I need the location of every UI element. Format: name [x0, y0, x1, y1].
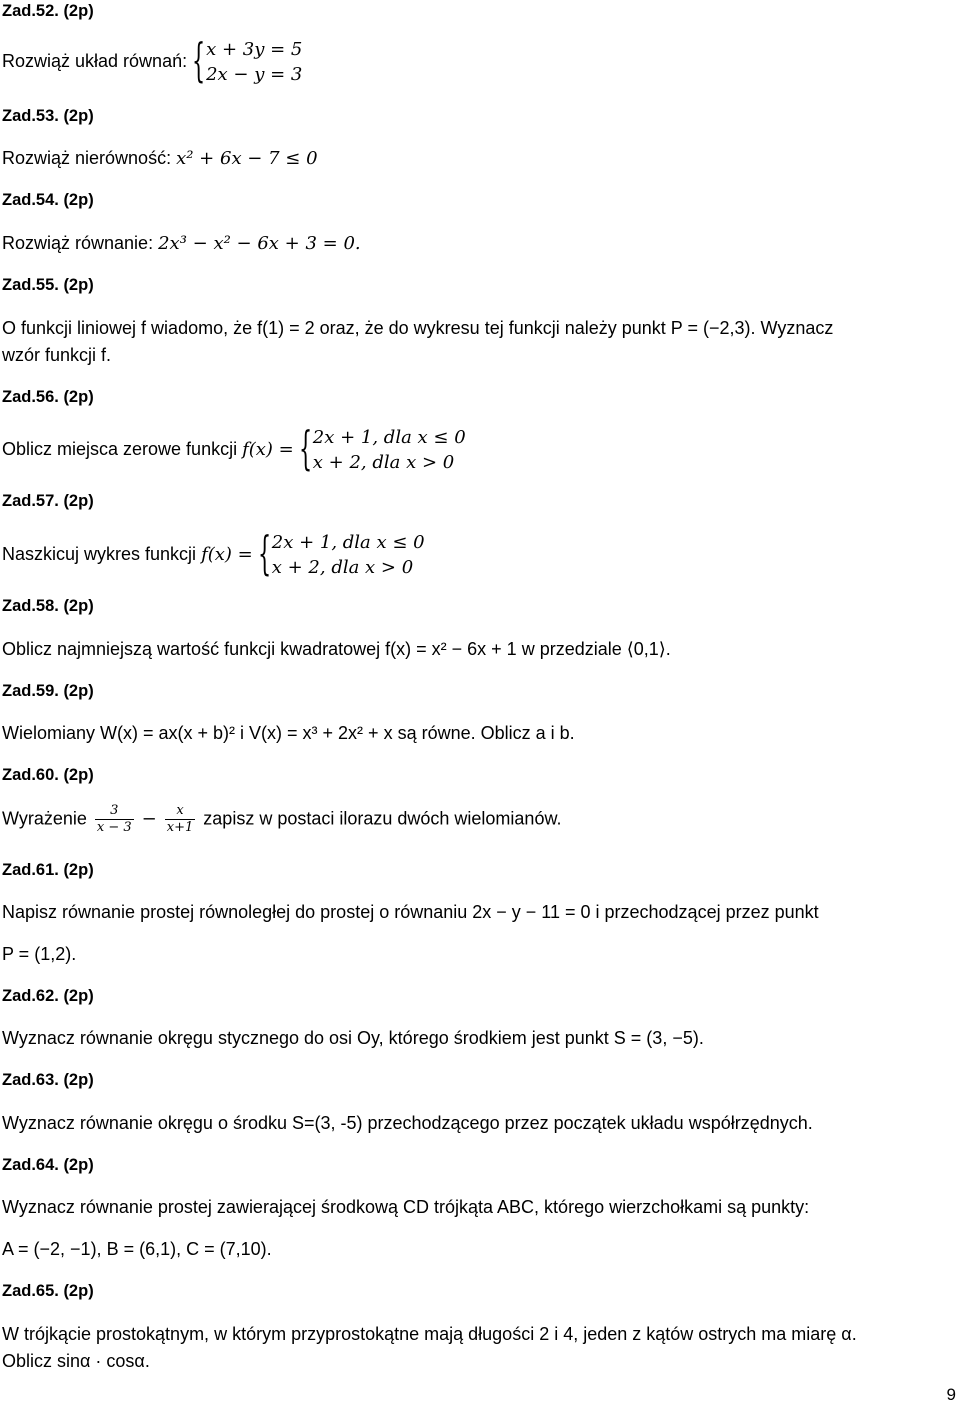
brace-icon: {: [192, 33, 206, 87]
task-53-math: x² + 6x − 7 ≤ 0: [176, 148, 318, 169]
task-54-header: Zad.54. (2p): [2, 191, 94, 209]
piecewise-function: [298, 421, 466, 475]
task-56-label: Oblicz miejsca zerowe funkcji: [2, 438, 238, 459]
task-58-header: Zad.58. (2p): [2, 597, 94, 615]
task-60-label: Wyrażenie: [2, 808, 87, 829]
fraction-2: [165, 803, 196, 836]
task-52-eq1: x + 3y = 5: [206, 39, 303, 60]
task-58-text: Oblicz najmniejszą wartość funkcji kwadratowej f(x) = x² − 6x + 1 w przedziale ⟨0,1⟩.: [2, 639, 671, 659]
task-65-header: Zad.65. (2p): [2, 1282, 94, 1300]
page-number: 9: [946, 1385, 956, 1404]
task-60-header: Zad.60. (2p): [2, 766, 94, 784]
task-53-content: [2, 148, 318, 169]
task-63-text: Wyznacz równanie okręgu o środku S=(3, -5) przechodzącego przez początek układu współrzędnych.: [2, 1113, 813, 1133]
task-61-header: Zad.61. (2p): [2, 861, 94, 879]
task-64-header: Zad.64. (2p): [2, 1156, 94, 1174]
task-60-content: [2, 803, 561, 836]
fraction-1-denominator: x − 3: [96, 820, 132, 835]
task-55-line1: O funkcji liniowej f wiadomo, że f(1) = 2 oraz, że do wykresu tej funkcji należy punkt P = (−2,3). Wyznacz: [2, 318, 834, 338]
task-61-line2: P = (1,2).: [2, 944, 77, 964]
equation-system: [192, 33, 303, 87]
brace-icon: {: [298, 421, 312, 475]
task-62-text: Wyznacz równanie okręgu stycznego do osi Oy, którego środkiem jest punkt S = (3, −5).: [2, 1028, 704, 1048]
task-56-case1: 2x + 1, dla x ≤ 0: [312, 427, 466, 448]
task-54-math: 2x³ − x² − 6x + 3 = 0.: [158, 233, 361, 254]
minus-sign: −: [141, 808, 157, 830]
task-57-content: [2, 526, 425, 580]
fraction-2-denominator: x+1: [166, 820, 194, 835]
task-53-label: Rozwiąż nierówność:: [2, 148, 172, 168]
task-57-lhs: f(x) =: [201, 543, 253, 565]
task-53-header: Zad.53. (2p): [2, 107, 94, 125]
task-57-case1: 2x + 1, dla x ≤ 0: [271, 532, 425, 553]
task-54-label: Rozwiąż równanie:: [2, 233, 154, 253]
task-59-header: Zad.59. (2p): [2, 682, 94, 700]
task-62-header: Zad.62. (2p): [2, 987, 94, 1005]
task-65-line1: W trójkącie prostokątnym, w którym przyprostokątne mają długości 2 i 4, jeden z kątów ostrych ma miarę α.: [2, 1324, 857, 1344]
piecewise-function: [257, 526, 425, 580]
task-57-label: Naszkicuj wykres funkcji: [2, 543, 197, 564]
task-52-label: Rozwiąż układ równań:: [2, 50, 188, 71]
brace-icon: {: [257, 526, 271, 580]
task-63-header: Zad.63. (2p): [2, 1071, 94, 1089]
task-60-rest: zapisz w postaci ilorazu dwóch wielomianów.: [203, 808, 562, 829]
task-61-line1: Napisz równanie prostej równoległej do prostej o równaniu 2x − y − 11 = 0 i przechodzącej przez punkt: [2, 902, 819, 922]
task-54-content: [2, 233, 361, 254]
task-56-content: [2, 421, 466, 475]
task-57-case2: x + 2, dla x > 0: [271, 557, 414, 578]
task-55-line2: wzór funkcji f.: [2, 345, 112, 365]
task-52-content: [2, 33, 303, 87]
task-57-header: Zad.57. (2p): [2, 492, 94, 510]
task-56-case2: x + 2, dla x > 0: [312, 452, 455, 473]
fraction-1-numerator: 3: [95, 803, 134, 820]
task-59-text: Wielomiany W(x) = ax(x + b)² i V(x) = x³ + 2x² + x są równe. Oblicz a i b.: [2, 723, 575, 743]
task-52-eq2: 2x − y = 3: [206, 64, 303, 85]
task-64-line2: A = (−2, −1), B = (6,1), C = (7,10).: [2, 1239, 272, 1259]
fraction-2-numerator: x: [165, 803, 196, 820]
task-56-lhs: f(x) =: [242, 438, 294, 460]
task-56-header: Zad.56. (2p): [2, 388, 94, 406]
task-65-line2: Oblicz sinα · cosα.: [2, 1351, 150, 1371]
task-55-header: Zad.55. (2p): [2, 276, 94, 294]
task-64-line1: Wyznacz równanie prostej zawierającej środkową CD trójkąta ABC, którego wierzchołkami są punkty:: [2, 1197, 810, 1217]
task-52-header: Zad.52. (2p): [2, 2, 94, 20]
fraction-1: [95, 803, 134, 836]
